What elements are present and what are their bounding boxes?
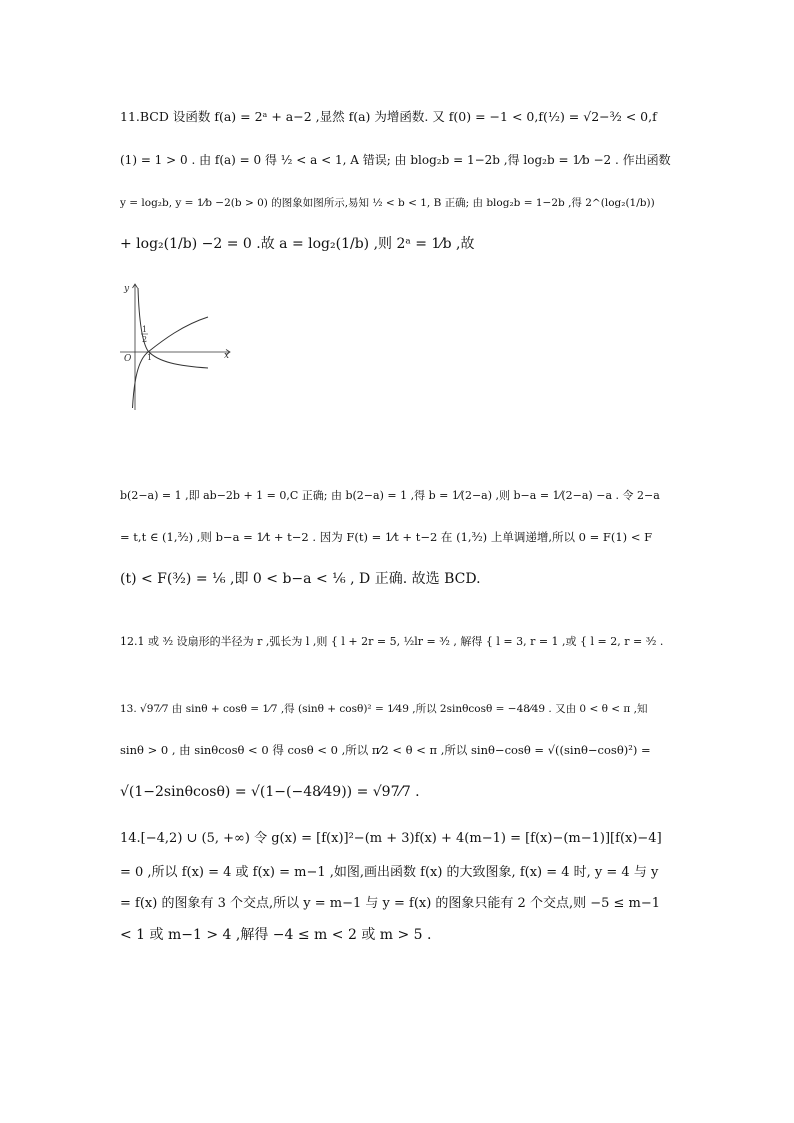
problem-11-line-2: (1) = 1 > 0 . 由 f(a) = 0 得 ½ < a < 1, A 错误; 由 blog₂b = 1−2b ,得 log₂b = 1⁄b −2 . 作出函数 — [120, 153, 671, 167]
problem-11-line-3: y = log₂b, y = 1⁄b −2(b > 0) 的图象如图所示,易知 ½ < b < 1, B 正确; 由 blog₂b = 1−2b ,得 2^(log₂(1/b)) — [120, 197, 655, 209]
problem-14-line-1: 14.[−4,2) ∪ (5, +∞) 令 g(x) = [f(x)]²−(m + 3)f(x) + 4(m−1) = [f(x)−(m−1)][f(x)−4] — [120, 831, 662, 846]
y-axis-label: y — [124, 284, 130, 294]
problem-14-line-4: < 1 或 m−1 > 4 ,解得 −4 ≤ m < 2 或 m > 5 . — [120, 927, 432, 943]
problem-13-line-2: sinθ > 0 , 由 sinθcosθ < 0 得 cosθ < 0 ,所以 π⁄2 < θ < π ,所以 sinθ−cosθ = √((sinθ−cosθ)²) = — [120, 743, 651, 757]
problem-12-line: 12.1 或 ³⁄₂ 设扇形的半径为 r ,弧长为 l ,则 { l + 2r = 5, ½lr = ³⁄₂ , 解得 { l = 3, r = 1 ,或 { l = 2, r = ³⁄₂ . — [120, 635, 664, 648]
problem-11-line-6: = t,t ∈ (1,³⁄₂) ,则 b−a = 1⁄t + t−2 . 因为 F(t) = 1⁄t + t−2 在 (1,³⁄₂) 上单调递增,所以 0 = F(1) < F — [120, 530, 653, 544]
origin-label: O — [124, 354, 132, 364]
problem-14-line-2: = 0 ,所以 f(x) = 4 或 f(x) = m−1 ,如图,画出函数 f(x) 的大致图象, f(x) = 4 时, y = 4 与 y — [120, 865, 659, 880]
problem-13-line-1: 13. √97⁄7 由 sinθ + cosθ = 1⁄7 ,得 (sinθ + cosθ)² = 1⁄49 ,所以 2sinθcosθ = −48⁄49 . 又由 0 < θ < π ,知 — [120, 703, 648, 715]
tick-one-label: 1 — [147, 353, 153, 362]
problem-11-line-5: b(2−a) = 1 ,即 ab−2b + 1 = 0,C 正确; 由 b(2−a) = 1 ,得 b = 1⁄(2−a) ,则 b−a = 1⁄(2−a) −a . 令 2−a — [120, 489, 660, 502]
problem-11-line-7: (t) < F(³⁄₂) = ⅙ ,即 0 < b−a < ⅙ , D 正确. 故选 BCD. — [120, 571, 481, 587]
problem-11-line-1: 11.BCD 设函数 f(a) = 2ᵃ + a−2 ,显然 f(a) 为增函数. 又 f(0) = −1 < 0,f(½) = √2−³⁄₂ < 0,f — [120, 109, 657, 124]
problem-11-line-4: + log₂(1/b) −2 = 0 .故 a = log₂(1/b) ,则 2ᵃ = 1⁄b ,故 — [120, 236, 475, 252]
x-axis-label: x — [224, 351, 230, 361]
tick-half-denominator: 2 — [142, 335, 148, 344]
problem-13-line-3: √(1−2sinθcosθ) = √(1−(−48⁄49)) = √97⁄7 . — [120, 784, 420, 800]
tick-half-numerator: 1 — [142, 325, 148, 334]
function-graph — [118, 280, 242, 414]
problem-14-line-3: = f(x) 的图象有 3 个交点,所以 y = m−1 与 y = f(x) 的图象只能有 2 个交点,则 −5 ≤ m−1 — [120, 896, 661, 911]
